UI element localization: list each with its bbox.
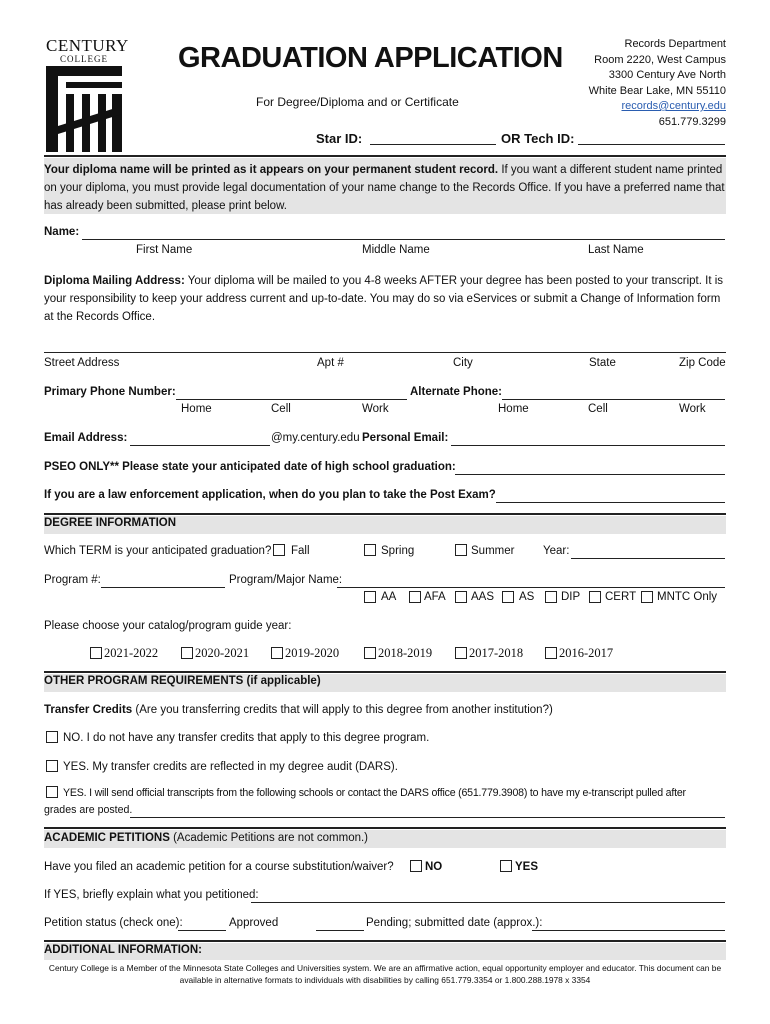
office-phone: 651.779.3299 [658, 115, 726, 128]
first-name-caption: First Name [136, 244, 193, 256]
summer-checkbox[interactable] [455, 544, 467, 556]
degree-type-aas-label: AAS [471, 591, 495, 603]
degree-type-mntc-checkbox[interactable] [641, 591, 653, 603]
catalog-2019-label: 2019-2020 [285, 646, 340, 660]
office-line: White Bear Lake, MN 55110 [588, 84, 726, 97]
page-subtitle: For Degree/Diploma and or Certificate [256, 95, 459, 109]
petition-approved-label: Approved [229, 917, 279, 929]
catalog-2019-checkbox[interactable] [271, 647, 283, 659]
primary-home-caption: Home [181, 403, 212, 415]
program-number-label: Program #: [44, 574, 101, 586]
catalog-2020-checkbox[interactable] [181, 647, 193, 659]
other-requirements-heading: OTHER PROGRAM REQUIREMENTS (if applicable) [44, 675, 321, 687]
logo-subword: COLLEGE [60, 54, 108, 64]
petition-pending-field[interactable] [316, 930, 364, 931]
fall-label: Fall [291, 545, 310, 557]
additional-info-heading: ADDITIONAL INFORMATION: [44, 944, 203, 956]
page-title: GRADUATION APPLICATION [178, 42, 563, 74]
building-icon [46, 66, 122, 152]
star-id-label: Star ID: [316, 131, 363, 146]
mailing-instructions: Your diploma will be mailed to you 4-8 weeks AFTER your degree has been posted to your transcript. It is your responsibility to keep your address current and up-to-date. You may do so via eServices or submit a Change of Information form at the Records Office. [44, 275, 724, 323]
additional-heading-rule [44, 940, 726, 942]
petition-explain-label: If YES, briefly explain what you petitioned: [44, 889, 259, 901]
footer-line: Century College is a Member of the Minnesota State Colleges and Universities system. We are an affirmative action, equal opportunity employer and educator. This document can be [48, 963, 722, 973]
degree-type-dip-checkbox[interactable] [545, 591, 557, 603]
degree-type-aas-checkbox[interactable] [455, 591, 467, 603]
degree-type-afa-label: AFA [424, 591, 446, 603]
personal-email-label: Personal Email: [362, 432, 449, 444]
transfer-send-label: YES. I will send official transcripts from the following schools or contact the DARS office (651.779.3908) to have my e-transcript pulled after [63, 787, 686, 799]
catalog-2018-label: 2018-2019 [378, 646, 433, 660]
transfer-no-label: NO. I do not have any transfer credits that apply to this degree program. [63, 732, 430, 744]
name-field[interactable] [82, 239, 725, 240]
term-question: Which TERM is your anticipated graduation? [44, 545, 272, 557]
office-email-link[interactable]: records@century.edu [621, 100, 726, 112]
alternate-home-caption: Home [498, 403, 529, 415]
degree-type-dip-label: DIP [561, 591, 581, 603]
year-label: Year: [543, 545, 570, 557]
degree-heading: DEGREE INFORMATION [44, 517, 177, 529]
mailing-address-field[interactable] [44, 352, 726, 353]
email-domain: @my.century.edu [271, 432, 360, 444]
tech-id-field[interactable] [578, 144, 725, 145]
primary-cell-caption: Cell [271, 403, 291, 415]
office-line: Room 2220, West Campus [594, 53, 726, 66]
email-label: Email Address: [44, 432, 128, 444]
petitions-title: ACADEMIC PETITIONS [44, 832, 170, 844]
logo-wordmark: CENTURY [46, 36, 129, 55]
transfer-credits-note: (Are you transferring credits that will apply to this degree from another institution?) [132, 704, 553, 716]
degree-type-as-checkbox[interactable] [502, 591, 514, 603]
transfer-dars-checkbox[interactable] [46, 760, 58, 772]
state-caption: State [589, 357, 616, 369]
transfer-send-label-cont: grades are posted. [44, 804, 133, 816]
primary-phone-label: Primary Phone Number: [44, 386, 176, 398]
transfer-schools-field[interactable] [130, 817, 725, 818]
degree-type-aa-checkbox[interactable] [364, 591, 376, 603]
petitions-note: (Academic Petitions are not common.) [169, 832, 369, 844]
catalog-2016-checkbox[interactable] [545, 647, 557, 659]
notice-top-rule [44, 155, 726, 157]
degree-type-afa-checkbox[interactable] [409, 591, 421, 603]
catalog-2018-checkbox[interactable] [364, 647, 376, 659]
mailing-label: Diploma Mailing Address: [44, 275, 185, 287]
petitions-heading-rule [44, 827, 726, 829]
street-caption: Street Address [44, 357, 120, 369]
primary-work-caption: Work [362, 403, 389, 415]
name-label: Name: [44, 226, 80, 238]
post-exam-field[interactable] [496, 502, 725, 503]
petition-no-checkbox[interactable] [410, 860, 422, 872]
last-name-caption: Last Name [588, 244, 644, 256]
program-number-field[interactable] [101, 587, 225, 588]
degree-heading-rule [44, 513, 726, 515]
alternate-cell-caption: Cell [588, 403, 608, 415]
year-field[interactable] [571, 558, 725, 559]
degree-type-mntc-label: MNTC Only [657, 591, 718, 603]
transfer-credits-label: Transfer Credits [44, 704, 133, 716]
pseo-date-field[interactable] [455, 474, 725, 475]
petitions-heading [44, 832, 368, 844]
petition-no-label: NO [425, 861, 443, 873]
transfer-send-checkbox[interactable] [46, 786, 58, 798]
footer-line: available in alternative formats to individuals with disabilities by calling 651.779.3354 or 1.800.288.1978 x 3354 [179, 975, 591, 985]
star-id-field[interactable] [370, 144, 496, 145]
catalog-2017-checkbox[interactable] [455, 647, 467, 659]
spring-label: Spring [381, 545, 415, 557]
degree-type-cert-label: CERT [605, 591, 637, 603]
other-heading-rule [44, 671, 726, 673]
transfer-credits-question [44, 704, 553, 716]
mailing-address-text [44, 272, 726, 326]
summer-label: Summer [471, 545, 515, 557]
notice-text: If you want a different student name printed on your diploma, you must provide legal documentation of your name change to the Records Office. If you have a preferred name that has already been submitted, please print below. [44, 164, 725, 212]
tech-id-label: OR Tech ID: [501, 131, 575, 146]
middle-name-caption: Middle Name [362, 244, 430, 256]
footer-text [44, 962, 726, 986]
catalog-2016-label: 2016-2017 [559, 646, 614, 660]
degree-type-as-label: AS [519, 591, 535, 603]
petition-status-label: Petition status (check one): [44, 917, 183, 929]
catalog-year-question: Please choose your catalog/program guide year: [44, 620, 292, 632]
petition-yes-label: YES [515, 861, 539, 873]
petition-date-field[interactable] [532, 930, 725, 931]
college-logo [44, 36, 129, 156]
city-caption: City [453, 357, 473, 369]
office-address [589, 37, 726, 130]
petition-pending-label: Pending; submitted date (approx.): [366, 917, 543, 929]
program-major-field[interactable] [337, 587, 725, 588]
spring-checkbox[interactable] [364, 544, 376, 556]
degree-type-cert-checkbox[interactable] [589, 591, 601, 603]
apt-caption: Apt # [317, 357, 344, 369]
petition-approved-field[interactable] [178, 930, 226, 931]
transfer-dars-label: YES. My transfer credits are reflected in my degree audit (DARS). [63, 761, 398, 773]
notice-bold: Your diploma name will be printed as it appears on your permanent student record. [44, 164, 499, 176]
alternate-phone-label: Alternate Phone: [410, 386, 503, 398]
personal-email-field[interactable] [451, 445, 725, 446]
transfer-no-checkbox[interactable] [46, 731, 58, 743]
fall-checkbox[interactable] [273, 544, 285, 556]
office-line: Records Department [624, 38, 726, 50]
catalog-2017-label: 2017-2018 [469, 646, 524, 660]
catalog-2021-label: 2021-2022 [104, 646, 159, 660]
petition-question: Have you filed an academic petition for a course substitution/waiver? [44, 861, 394, 873]
pseo-question: PSEO ONLY** Please state your anticipated date of high school graduation: [44, 461, 456, 473]
diploma-name-notice [44, 161, 726, 215]
post-exam-question: If you are a law enforcement application, when do you plan to take the Post Exam? [44, 489, 496, 501]
degree-type-aa-label: AA [381, 591, 397, 603]
primary-phone-field[interactable] [176, 399, 407, 400]
catalog-2021-checkbox[interactable] [90, 647, 102, 659]
catalog-2020-label: 2020-2021 [195, 646, 250, 660]
email-field[interactable] [130, 445, 270, 446]
alternate-phone-field[interactable] [502, 399, 725, 400]
alternate-work-caption: Work [679, 403, 706, 415]
zip-caption: Zip Code [679, 357, 726, 369]
petition-yes-checkbox[interactable] [500, 860, 512, 872]
petition-explain-field[interactable] [251, 902, 725, 903]
office-line: 3300 Century Ave North [608, 69, 726, 81]
program-major-label: Program/Major Name: [229, 574, 343, 586]
